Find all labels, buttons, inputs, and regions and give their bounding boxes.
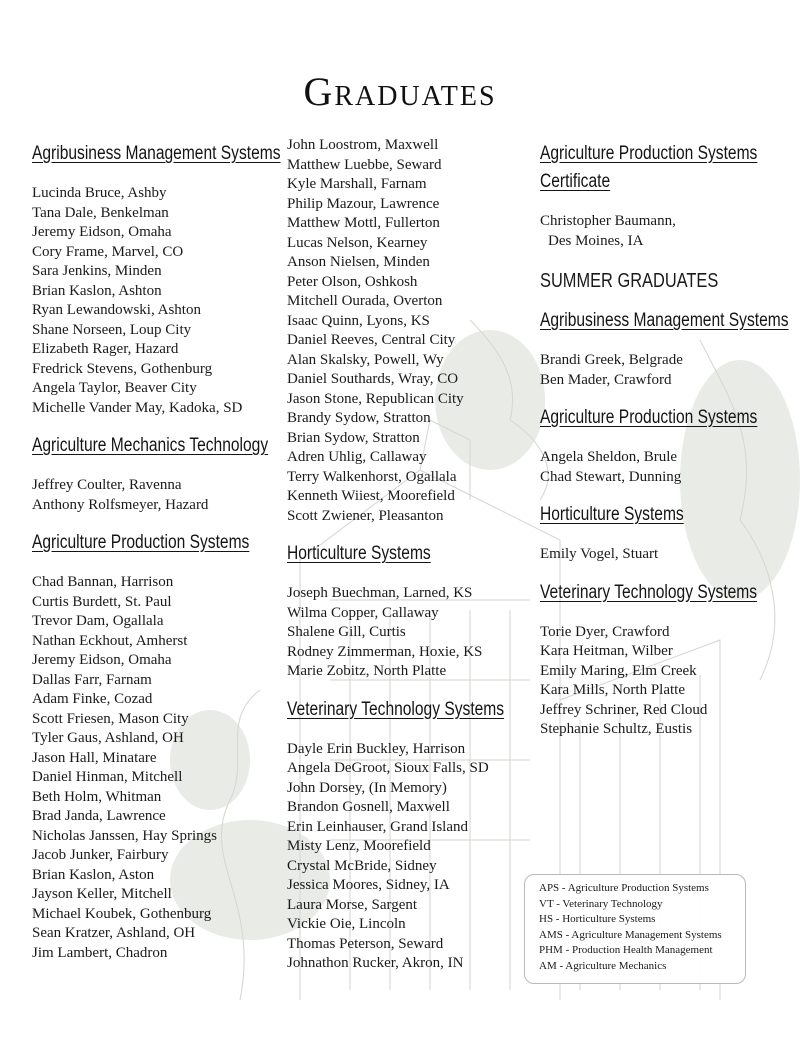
list-item: HS - Horticulture Systems <box>539 913 656 925</box>
list-item: Brandi Greek, Belgrade <box>540 352 683 368</box>
column-middle <box>287 136 522 988</box>
list-item: Joseph Buechman, Larned, KS <box>287 585 473 601</box>
section-heading: Veterinary Technology Systems <box>287 698 505 720</box>
list-item: Alan Skalsky, Powell, Wy <box>287 351 444 368</box>
legend-list <box>539 881 745 974</box>
list-item: Rodney Zimmerman, Hoxie, KS <box>287 643 483 660</box>
list-item: Sean Kratzer, Ashland, OH <box>32 925 196 941</box>
list-item: Anthony Rolfsmeyer, Hazard <box>32 496 209 513</box>
list-item: Dayle Erin Buckley, Harrison <box>287 740 466 757</box>
graduate-list <box>32 476 282 515</box>
list-item: Angela DeGroot, Sioux Falls, SD <box>287 760 489 776</box>
graduate-list <box>287 740 522 974</box>
list-item: Isaac Quinn, Lyons, KS <box>287 312 430 329</box>
section-heading: Agriculture Production Systems <box>32 532 250 553</box>
list-item: Daniel Hinman, Mitchell <box>32 769 183 785</box>
list-item: Lucas Nelson, Kearney <box>287 234 428 251</box>
list-item: Tana Dale, Benkelman <box>32 204 169 221</box>
list-item: Michael Koubek, Gothenburg <box>32 905 212 922</box>
list-item: Matthew Mottl, Fullerton <box>287 215 440 231</box>
section-heading-line-2: Certificate <box>540 171 611 192</box>
list-item: Brandon Gosnell, Maxwell <box>287 799 450 815</box>
abbreviation-legend <box>524 874 746 984</box>
list-item: AMS - Agriculture Management Systems <box>539 928 722 941</box>
list-item: Jason Hall, Minatare <box>32 749 157 766</box>
list-item: Jessica Moores, Sidney, IA <box>287 877 450 893</box>
list-item: Stephanie Schultz, Eustis <box>540 721 693 737</box>
list-item: Angela Taylor, Beaver City <box>32 380 197 396</box>
list-item: Jacob Junker, Fairbury <box>32 847 169 863</box>
section-heading: Agribusiness Management Systems <box>32 143 281 164</box>
graduate-list <box>32 573 282 963</box>
list-item: Christopher Baumann, <box>540 213 676 229</box>
section-heading: Agriculture Production Systems <box>540 407 758 428</box>
list-item: Daniel Reeves, Central City <box>287 332 456 348</box>
list-item: Nathan Eckhout, Amherst <box>32 632 188 649</box>
list-item: Vickie Oie, Lincoln <box>287 916 406 932</box>
section-veterinary-technology <box>287 696 522 974</box>
list-item: Jim Lambert, Chadron <box>32 944 168 961</box>
list-item: Sara Jenkins, Minden <box>32 263 162 279</box>
section-agribusiness-management <box>32 140 282 418</box>
section-heading: Veterinary Technology Systems <box>540 581 758 603</box>
list-item: AM - Agriculture Mechanics <box>539 959 667 972</box>
list-item: Des Moines, IA <box>548 232 644 249</box>
list-item: Dallas Farr, Farnam <box>32 671 152 688</box>
list-item: Chad Stewart, Dunning <box>540 468 682 485</box>
list-item: Jeffrey Schriner, Red Cloud <box>540 701 708 718</box>
list-item: Curtis Burdett, St. Paul <box>32 593 172 610</box>
list-item: Adam Finke, Cozad <box>32 691 153 707</box>
section-summer-production <box>540 404 795 487</box>
section-continued-list <box>287 136 522 526</box>
section-certificate <box>540 140 795 251</box>
list-item: Michelle Vander May, Kadoka, SD <box>32 399 243 416</box>
list-item: APS - Agriculture Production Systems <box>539 882 709 894</box>
section-heading: Horticulture Systems <box>540 504 684 525</box>
list-item: VT - Veterinary Technology <box>539 897 663 910</box>
list-item: Crystal McBride, Sidney <box>287 857 437 874</box>
list-item: Anson Nielsen, Minden <box>287 254 430 270</box>
list-item: Jayson Keller, Mitchell <box>32 886 172 902</box>
list-item: Scott Zwiener, Pleasanton <box>287 507 444 524</box>
page-title: Graduates <box>303 69 497 114</box>
list-item: Kyle Marshall, Farnam <box>287 176 427 192</box>
list-item: Jason Stone, Republican City <box>287 390 464 407</box>
list-item: Marie Zobitz, North Platte <box>287 663 447 679</box>
list-item: Brian Kaslon, Aston <box>32 866 155 883</box>
list-item: John Loostrom, Maxwell <box>287 137 439 153</box>
list-item: Kara Mills, North Platte <box>540 682 685 698</box>
list-item: Jeffrey Coulter, Ravenna <box>32 477 182 493</box>
list-item: Ryan Lewandowski, Ashton <box>32 302 201 318</box>
list-item: Laura Morse, Sargent <box>287 896 418 913</box>
section-agriculture-production <box>32 529 282 963</box>
graduate-list <box>540 545 795 565</box>
list-item: Scott Friesen, Mason City <box>32 710 189 727</box>
list-item: Brian Sydow, Stratton <box>287 429 420 446</box>
list-item: Misty Lenz, Moorefield <box>287 838 431 854</box>
list-item: Kenneth Wiiest, Moorefield <box>287 488 455 504</box>
list-item: Brian Kaslon, Ashton <box>32 282 162 299</box>
list-item: Ben Mader, Crawford <box>540 371 672 388</box>
column-left <box>32 140 282 977</box>
list-item: Angela Sheldon, Brule <box>540 449 678 465</box>
list-item: Daniel Southards, Wray, CO <box>287 371 459 387</box>
graduate-list <box>32 184 282 418</box>
summer-graduates-heading: SUMMER GRADUATES <box>540 270 719 292</box>
list-item: Fredrick Stevens, Gothenburg <box>32 360 213 377</box>
list-item: PHM - Production Health Management <box>539 944 713 956</box>
graduate-list <box>540 448 795 487</box>
list-item: Nicholas Janssen, Hay Springs <box>32 827 217 844</box>
list-item: Beth Holm, Whitman <box>32 788 162 805</box>
list-item: Tyler Gaus, Ashland, OH <box>32 730 184 746</box>
list-item: John Dorsey, (In Memory) <box>287 779 447 796</box>
graduate-list <box>540 351 795 390</box>
section-heading: Agribusiness Management Systems <box>540 310 789 331</box>
graduate-list <box>540 212 795 251</box>
section-summer-horticulture <box>540 501 795 565</box>
list-item: Wilma Copper, Callaway <box>287 604 439 621</box>
section-agriculture-mechanics <box>32 432 282 515</box>
list-item: Kara Heitman, Wilber <box>540 643 673 659</box>
list-item: Jeremy Eidson, Omaha <box>32 652 172 668</box>
list-item: Emily Maring, Elm Creek <box>540 662 697 679</box>
list-item: Jeremy Eidson, Omaha <box>32 224 172 240</box>
list-item: Trevor Dam, Ogallala <box>32 613 164 629</box>
list-item: Peter Olson, Oshkosh <box>287 273 418 290</box>
column-right <box>540 140 795 754</box>
section-heading: Horticulture Systems <box>287 543 431 564</box>
graduate-list <box>287 136 522 526</box>
list-item: Cory Frame, Marvel, CO <box>32 243 184 260</box>
list-item: Shalene Gill, Curtis <box>287 624 406 640</box>
list-item: Brandy Sydow, Stratton <box>287 410 431 426</box>
list-item: Chad Bannan, Harrison <box>32 574 174 590</box>
list-item: Elizabeth Rager, Hazard <box>32 341 179 357</box>
section-horticulture <box>287 540 522 682</box>
list-item: Shane Norseen, Loup City <box>32 321 192 338</box>
section-heading: Agriculture Mechanics Technology <box>32 435 269 456</box>
list-item: Mitchell Ourada, Overton <box>287 293 443 309</box>
list-item: Erin Leinhauser, Grand Island <box>287 818 469 835</box>
list-item: Matthew Luebbe, Seward <box>287 156 442 173</box>
graduate-list <box>540 623 795 740</box>
list-item: Brad Janda, Lawrence <box>32 808 166 824</box>
list-item: Adren Uhlig, Callaway <box>287 449 427 465</box>
graduate-list <box>287 584 522 682</box>
list-item: Johnathon Rucker, Akron, IN <box>287 955 464 971</box>
list-item: Thomas Peterson, Seward <box>287 935 444 952</box>
section-heading: Agriculture Production Systems <box>540 143 758 164</box>
list-item: Torie Dyer, Crawford <box>540 623 670 640</box>
list-item: Emily Vogel, Stuart <box>540 546 659 562</box>
section-summer-veterinary <box>540 579 795 740</box>
list-item: Terry Walkenhorst, Ogallala <box>287 468 457 485</box>
section-summer-agribusiness <box>540 307 795 390</box>
list-item: Lucinda Bruce, Ashby <box>32 185 167 201</box>
list-item: Philip Mazour, Lawrence <box>287 195 440 212</box>
